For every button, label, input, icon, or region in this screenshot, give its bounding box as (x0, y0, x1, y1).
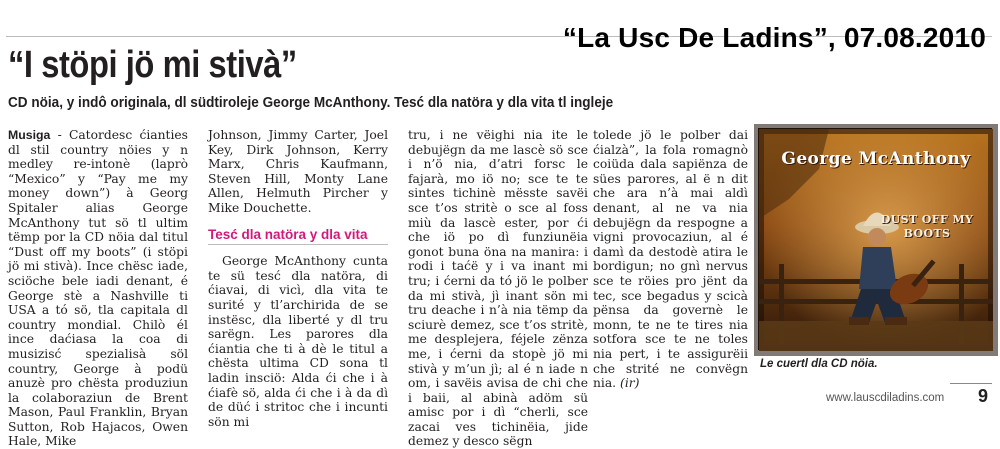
section-heading: Tesć dla natöra y dla vita (208, 226, 368, 242)
article-column-1 (8, 128, 188, 449)
article-subheading: CD nöia, y indô originala, dl südtiroleje George McAnthony. Tesć dla natöra y dla vita tl ingleje (8, 95, 614, 111)
column-2-text-a: Johnson, Jimmy Carter, Joel Key, Dirk Johnson, Kerry Marx, Chris Kaufmann, Steven Hill, Monty Lane Allen, Helmuth Pircher y Mike Douchette. (208, 128, 388, 215)
article-column-2 (208, 128, 388, 429)
article-column-4 (593, 128, 748, 391)
page-number: 9 (978, 386, 989, 406)
footer-rule (950, 383, 992, 384)
column-3-text: tru, i ne vëighi nia ite le debujëgn da me lascè sö sce i n’ö nia, d’atri forsc le fajarà, mo iö no; sce te te sintes tichinè mësste savëi sce t’os stritè o sce al foss miù da lascè ester, por ći che iö po dì funziunëia gonot buna öna na manira: i rodi i taćë y i va inant mi tru; i ćerni da tó jö le polber da mi stivà, jì inant sön mi tru deache i n’à nia tëmp da sciurè demez, sce t’os stritè, me desplejera, féjele zënza me, i ćerni da stopè jö mi stivà y m’un jì; al é n iade n om, i savëis avisa de chi che i baii, al abinà adöm sü amisc por i dì “cherli, sce zacai ves tichinëia, jide demez y desco sëgn (408, 128, 588, 449)
footer-url: www.lauscdiladins.com (826, 392, 945, 404)
column-1-text: - Catordesc ćianties dl stil country nöies y n medley re-intonè (laprò “Mexico” y “Pay me my money down”) à Georg Spitaler alias George McAnthony tut sö tl ultim tëmp por la CD nöia dal titul “Dust off my boots” (i stöpi jö mi stivà). Ince chësc iade, sciöche bele iadi denant, é George stè a Nashville ti USA a tó sö, tla capitala dl country mondial. Chilò él ince daćiasa la coa di musizisć spezialisà söl country, George à podü anuzè pro chësta produziun la colaboraziun de Brent Mason, Paul Franklin, Bryan Sutton, Rob Hajacos, Owen Hale, Mike (8, 128, 188, 449)
source-date-stamp: “La Usc De Ladins”, 07.08.2010 (562, 22, 986, 53)
article-headline: “I stöpi jö mi stivà” (8, 44, 297, 86)
album-cover-image (758, 128, 992, 350)
image-caption: Le cuertl dla CD nöia. (760, 358, 878, 370)
lead-word: Musiga (8, 128, 51, 142)
column-4-text: tolede jö le polber dai ćialzà”, la fola romagnò coiüda dala sapiënza de sües parores, al ë n dit che ara n’à mai aldì denant, al ne va nia debujëgn da respogne a vigni provocaziun, al é damì da destodè atira le bordigun; no gnì nervus sce te röies pro jënt da tec, sce begadus y scicà pënsa da governè le monn, te ne te tires nia sotfora sce te ne toles nia pert, i te assigurëii che strité ne convëgn nia. (593, 128, 748, 391)
article-column-3 (408, 128, 588, 449)
section-rule (208, 244, 388, 245)
author-signature: (ir) (620, 376, 640, 391)
album-artist-name: George McAnthony (781, 149, 971, 169)
column-2-text-b: George McAnthony cunta te sü tesć dla natöra, di ćiavai, di vicì, dla vita te surité y tl’archirida de se instësc, dla liberté y dl tru sarëgn. Les parores dla ćiantia che ti à dè le titul a chësta ultima CD sona tl ladin insciö: Alda ći che i à ćiafè sö, alda ći che i à da dì de düć i stritoc che i incunti sön mi (208, 254, 388, 429)
album-title: DUST OFF MY BOOTS (880, 213, 974, 240)
